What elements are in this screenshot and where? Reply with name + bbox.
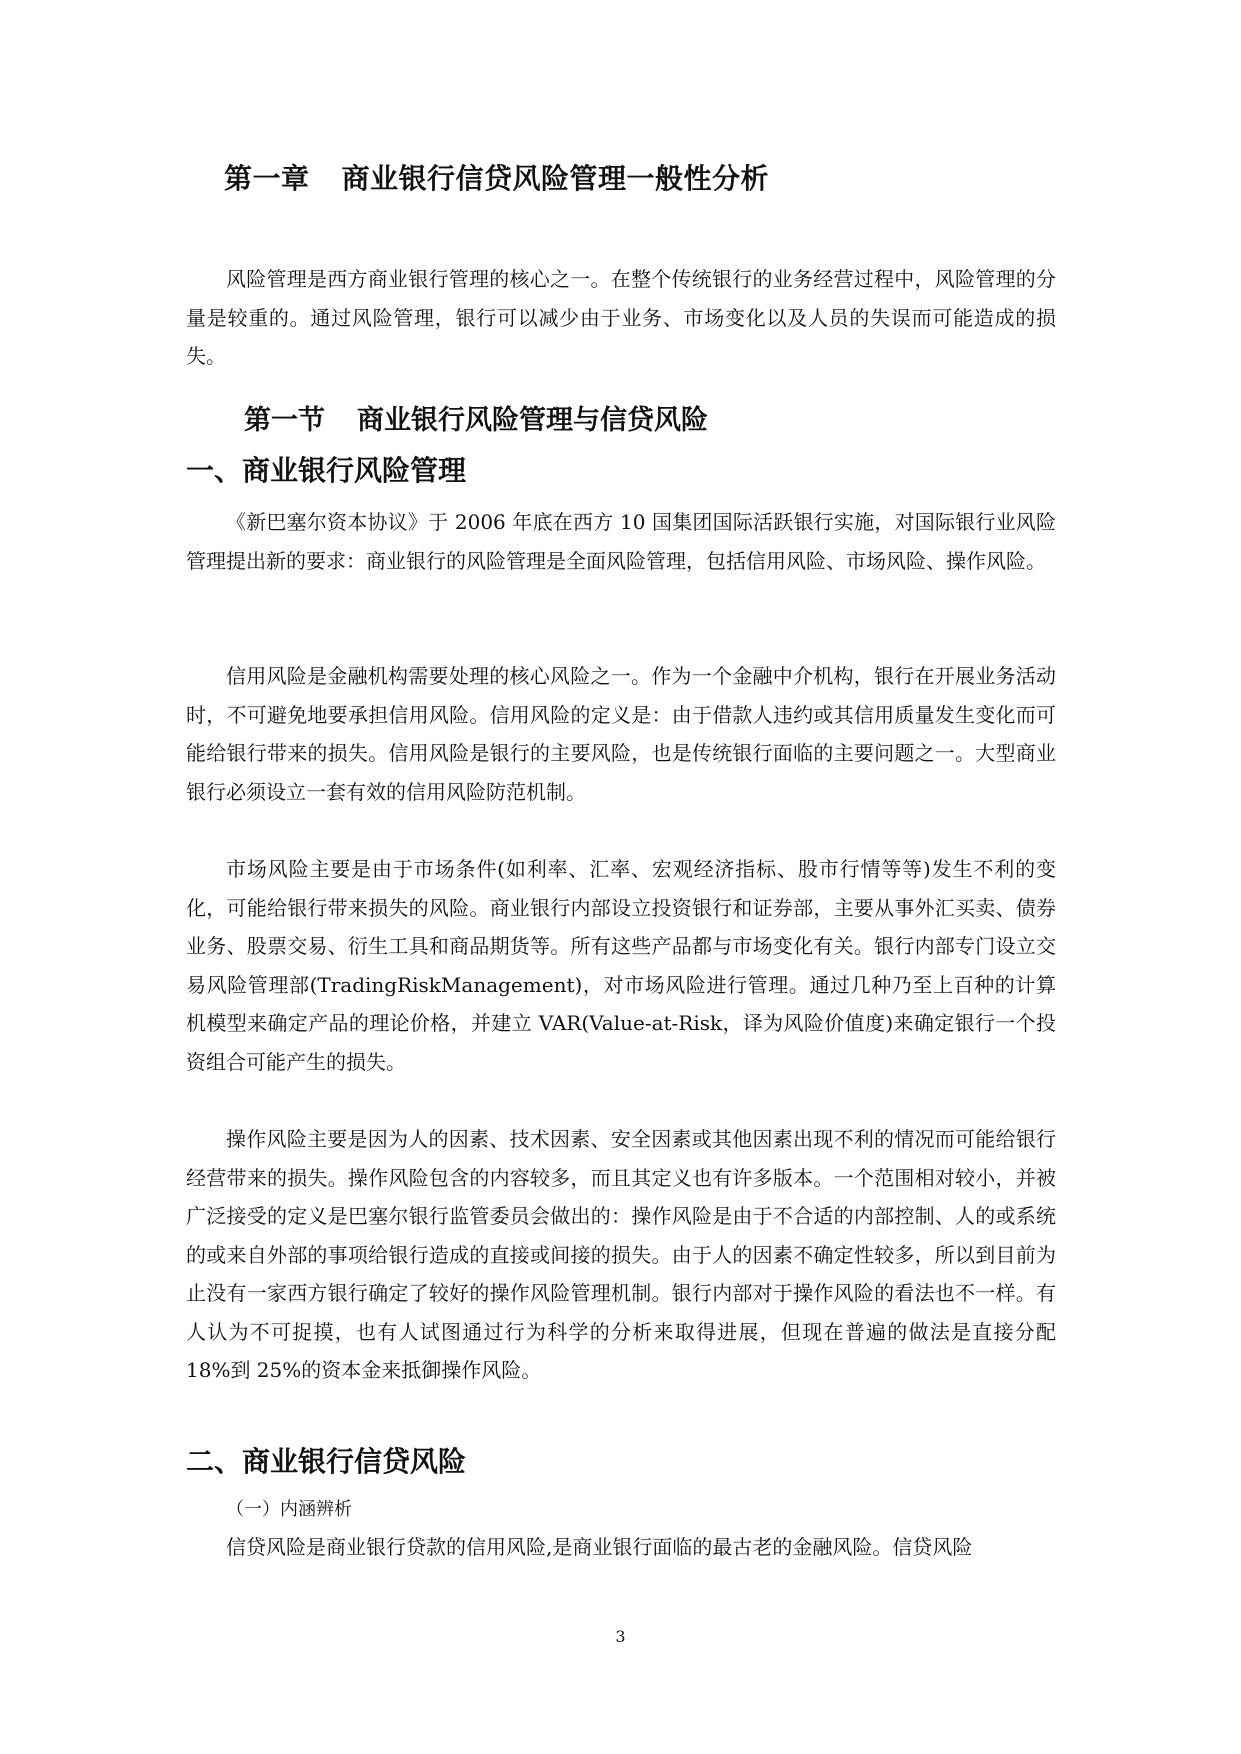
paragraph-credit-loan-risk: 信贷风险是商业银行贷款的信用风险,是商业银行面临的最古老的金融风险。信贷风险 bbox=[226, 1535, 973, 1559]
paragraph-operational-risk: 操作风险主要是因为人的因素、技术因素、安全因素或其他因素出现不利的情况而可能给银行经营带来的损失。操作风险包含的内容较多，而且其定义也有许多版本。一个范围相对较小，并被广泛接受的定义是巴塞尔银行监管委员会做出的：操作风险是由于不合适的内部控制、人的或系统的或来自外部的事项给银行造成的直接或间接的损失。由于人的因素不确定性较多，所以到目前为止没有一家西方银行确定了较好的操作风险管理机制。银行内部对于操作风险的看法也不一样。有人认为不可捉摸，也有人试图通过行为科学的分析来取得进展，但现在普遍的做法是直接分配 18%到 25%的资本金来抵御操作风险。 bbox=[186, 1127, 1056, 1382]
intro-paragraph: 风险管理是西方商业银行管理的核心之一。在整个传统银行的业务经营过程中，风险管理的分量是较重的。通过风险管理，银行可以减少由于业务、市场变化以及人员的失误而可能造成的损失。 bbox=[186, 267, 1056, 368]
paragraph-credit-risk: 信用风险是金融机构需要处理的核心风险之一。作为一个金融中介机构，银行在开展业务活动时，不可避免地要承担信用风险。信用风险的定义是：由于借款人违约或其信用质量发生变化而可能给银行带来的损失。信用风险是银行的主要风险，也是传统银行面临的主要问题之一。大型商业银行必须设立一套有效的信用风险防范机制。 bbox=[186, 664, 1056, 804]
paragraph-market-risk: 市场风险主要是由于市场条件(如利率、汇率、宏观经济指标、股市行情等等)发生不利的变化，可能给银行带来损失的风险。商业银行内部设立投资银行和证券部，主要从事外汇买卖、债券业务、股票交易、衍生工具和商品期货等。所有这些产品都与市场变化有关。银行内部专门设立交易风险管理部(TradingRiskManagement)，对市场风险进行管理。通过几种乃至上百种的计算机模型来确定产品的理论价格，并建立 VAR(Value-at-Risk，译为风险价值度)来确定银行一个投资组合可能产生的损失。 bbox=[186, 857, 1056, 1074]
chapter-title-text: 商业银行信贷风险管理一般性分析 bbox=[341, 162, 770, 195]
subheading-connotation: （一）内涵辨析 bbox=[226, 1499, 352, 1520]
section-title bbox=[244, 398, 708, 437]
paragraph-basel: 《新巴塞尔资本协议》于 2006 年底在西方 10 国集团国际活跃银行实施，对国际银行业风险管理提出新的要求：商业银行的风险管理是全面风险管理，包括信用风险、市场风险、操作风险。 bbox=[186, 510, 1056, 573]
section-title-text: 商业银行风险管理与信贷风险 bbox=[357, 405, 708, 436]
page-number: 3 bbox=[615, 1627, 626, 1646]
section-label: 第一节 bbox=[244, 405, 325, 436]
heading-part-1: 一、商业银行风险管理 bbox=[186, 454, 467, 487]
heading-part-2: 二、商业银行信贷风险 bbox=[186, 1445, 467, 1478]
chapter-label: 第一章 bbox=[224, 162, 310, 195]
chapter-title bbox=[224, 157, 769, 197]
